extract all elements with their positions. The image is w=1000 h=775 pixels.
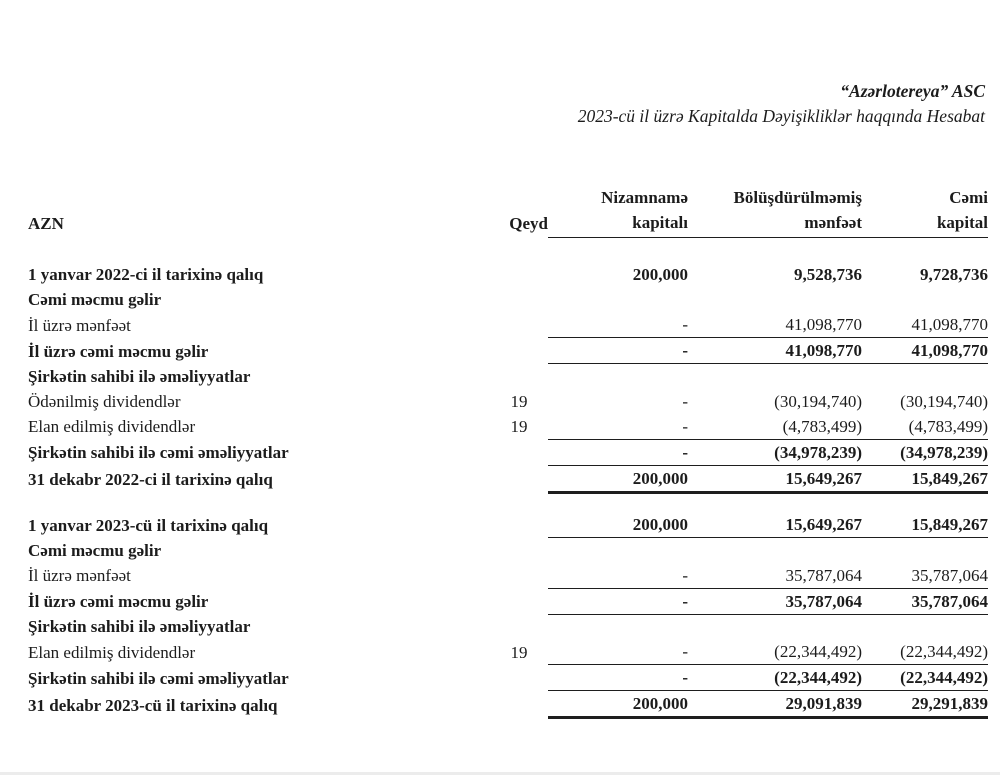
total-equity-cell: (4,783,499) (862, 414, 988, 440)
col-header-total-equity (862, 185, 988, 238)
share-capital-cell: - (548, 439, 688, 465)
note-cell: 19 (510, 642, 528, 662)
note-cell (490, 538, 548, 563)
note-cell (490, 614, 548, 639)
retained-earnings-cell: (34,978,239) (688, 439, 862, 465)
row-label: Şirkətin sahibi ilə əməliyyatlar (28, 366, 251, 386)
currency-label: AZN (28, 213, 64, 233)
document-header (578, 79, 985, 129)
retained-earnings-cell: 9,528,736 (794, 265, 862, 284)
retained-earnings-cell: (22,344,492) (688, 639, 862, 665)
col-header-share-capital-line2: kapitalı (632, 213, 688, 232)
row-label: Elan edilmiş dividendlər (28, 417, 196, 436)
retained-earnings-cell (688, 538, 862, 563)
table-row (28, 312, 988, 338)
total-equity-cell (862, 614, 988, 639)
note-cell (490, 238, 548, 288)
equity-statement-table (28, 185, 988, 719)
share-capital-cell: - (548, 563, 688, 589)
table-row (28, 538, 988, 563)
note-cell (490, 588, 548, 614)
row-label: 1 yanvar 2023-cü il tarixinə qalıq (28, 515, 269, 535)
col-header-total-equity-line2: kapital (936, 213, 988, 232)
table-row (28, 287, 988, 312)
retained-earnings-cell: (4,783,499) (688, 414, 862, 440)
share-capital-cell (548, 364, 688, 389)
share-capital-cell (548, 538, 688, 563)
table-row (28, 512, 988, 538)
share-capital-cell: 200,000 (548, 512, 688, 538)
share-capital-cell: - (548, 414, 688, 440)
share-capital-cell (548, 614, 688, 639)
table-row (28, 639, 988, 665)
retained-earnings-cell: 41,098,770 (688, 312, 862, 338)
row-label: İl üzrə mənfəət (28, 566, 131, 585)
table-row (28, 691, 988, 718)
note-cell (490, 512, 548, 538)
total-equity-cell: 41,098,770 (862, 338, 988, 364)
table-header-row (28, 185, 988, 238)
table-row (28, 614, 988, 639)
row-label: Cəmi məcmu gəlir (28, 290, 162, 309)
col-header-share-capital (548, 185, 688, 238)
col-header-note: Qeyd (509, 213, 548, 233)
total-equity-cell: (30,194,740) (900, 391, 988, 411)
note-cell (490, 665, 548, 691)
col-header-retained-earnings-line1: Bölüşdürülməmiş (733, 188, 862, 207)
share-capital-cell: 200,000 (632, 265, 688, 284)
col-header-retained-earnings-line2: mənfəət (804, 213, 862, 232)
note-cell (490, 439, 548, 465)
col-header-total-equity-line1: Cəmi (949, 188, 988, 207)
note-cell (490, 338, 548, 364)
share-capital-cell: - (548, 639, 688, 665)
col-header-share-capital-line1: Nizamnamə (601, 188, 688, 207)
retained-earnings-cell: 15,649,267 (688, 512, 862, 538)
row-label: İl üzrə cəmi məcmu gəlir (28, 341, 209, 361)
row-label: Şirkətin sahibi ilə cəmi əməliyyatlar (28, 443, 289, 462)
section-spacer (28, 492, 988, 512)
total-equity-cell (862, 287, 988, 312)
note-cell: 19 (510, 417, 528, 436)
share-capital-cell: - (548, 588, 688, 614)
retained-earnings-cell (688, 364, 862, 389)
total-equity-cell: 41,098,770 (862, 312, 988, 338)
total-equity-cell: (34,978,239) (862, 439, 988, 465)
note-cell (490, 287, 548, 312)
note-cell: 19 (510, 391, 528, 411)
total-equity-cell: 29,291,839 (862, 691, 988, 718)
retained-earnings-cell: 29,091,839 (688, 691, 862, 718)
row-label: 1 yanvar 2022-ci il tarixinə qalıq (28, 265, 264, 284)
table-row (28, 563, 988, 589)
col-header-retained-earnings (688, 185, 862, 238)
row-label: Şirkətin sahibi ilə əməliyyatlar (28, 617, 251, 636)
equity-table-body (28, 238, 988, 718)
row-label: 31 dekabr 2023-cü il tarixinə qalıq (28, 695, 278, 715)
report-title: 2023-cü il üzrə Kapitalda Dəyişikliklər haqqında Hesabat (577, 106, 985, 126)
total-equity-cell: 9,728,736 (920, 265, 988, 284)
note-cell (490, 465, 548, 492)
retained-earnings-cell: 35,787,064 (688, 588, 862, 614)
retained-earnings-cell: (22,344,492) (688, 665, 862, 691)
row-label: İl üzrə cəmi məcmu gəlir (28, 592, 209, 611)
retained-earnings-cell: 15,649,267 (688, 465, 862, 492)
note-cell (490, 691, 548, 718)
retained-earnings-cell (688, 614, 862, 639)
note-cell (490, 312, 548, 338)
row-label: Elan edilmiş dividendlər (28, 642, 196, 662)
total-equity-cell: 15,849,267 (862, 465, 988, 492)
table-header (28, 185, 988, 238)
section-spacer-cell (28, 492, 988, 512)
row-label: İl üzrə mənfəət (28, 315, 131, 335)
note-cell (490, 563, 548, 589)
table-row (28, 338, 988, 364)
share-capital-cell: - (548, 665, 688, 691)
total-equity-cell: (22,344,492) (862, 665, 988, 691)
table-row (28, 588, 988, 614)
table-row (28, 465, 988, 492)
share-capital-cell: - (548, 338, 688, 364)
total-equity-cell (862, 364, 988, 389)
table-row (28, 364, 988, 389)
row-label: Şirkətin sahibi ilə cəmi əməliyyatlar (28, 668, 289, 688)
retained-earnings-cell: 35,787,064 (688, 563, 862, 589)
company-name: “Azərlotereya” ASC (840, 81, 985, 101)
table-row (28, 439, 988, 465)
total-equity-cell: (22,344,492) (862, 639, 988, 665)
retained-earnings-cell (688, 287, 862, 312)
table-row (28, 414, 988, 440)
total-equity-cell: 35,787,064 (862, 563, 988, 589)
note-cell (490, 364, 548, 389)
retained-earnings-cell: 41,098,770 (688, 338, 862, 364)
table-row (28, 665, 988, 691)
table-row (28, 389, 988, 414)
total-equity-cell: 15,849,267 (862, 512, 988, 538)
share-capital-cell: 200,000 (548, 465, 688, 492)
total-equity-cell: 35,787,064 (862, 588, 988, 614)
share-capital-cell (548, 287, 688, 312)
share-capital-cell: - (682, 391, 688, 411)
row-label: Ödənilmiş dividendlər (28, 391, 181, 411)
table-row (28, 238, 988, 288)
row-label: 31 dekabr 2022-ci il tarixinə qalıq (28, 470, 273, 489)
share-capital-cell: 200,000 (548, 691, 688, 718)
row-label: Cəmi məcmu gəlir (28, 540, 162, 560)
total-equity-cell (862, 538, 988, 563)
share-capital-cell: - (548, 312, 688, 338)
retained-earnings-cell: (30,194,740) (774, 391, 862, 411)
